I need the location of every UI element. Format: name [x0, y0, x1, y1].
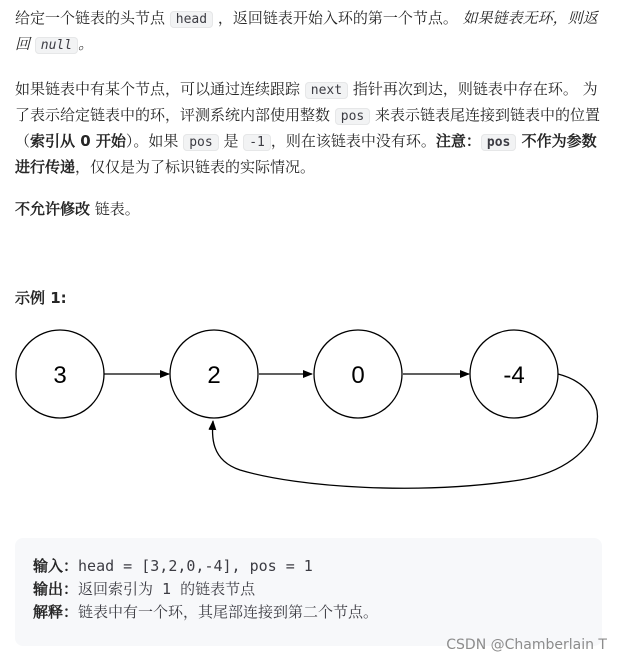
code-pos: pos	[335, 108, 370, 125]
code-pos: pos	[481, 134, 516, 151]
bold-text: 索引从 0 开始	[30, 132, 126, 150]
example-output-line	[33, 578, 255, 600]
example-explanation-line	[33, 601, 378, 623]
example-box	[15, 538, 602, 646]
output-label: 输出：	[33, 580, 79, 598]
code-pos: pos	[183, 134, 218, 151]
node-value: -4	[503, 362, 525, 389]
bold-text: 不作为参数进行传递	[15, 132, 597, 176]
node-value: 3	[53, 362, 67, 389]
problem-paragraph-1	[15, 6, 611, 58]
watermark: CSDN @Chamberlain T	[446, 637, 607, 653]
text: 如果链表无环，则返回	[15, 9, 598, 53]
text: 链表。	[90, 200, 140, 218]
list-node	[170, 330, 258, 418]
output-value: 返回索引为 1 的链表节点	[78, 580, 256, 598]
text: ）。如果	[125, 132, 184, 150]
list-node	[16, 330, 104, 418]
text: 指针再次到达，则链表中存在环。 为了表示给定链表中的环，评测系统内部使用整数	[15, 80, 598, 124]
example-title: 示例 1:	[15, 289, 67, 307]
code-head: head	[170, 11, 213, 28]
explanation-value: 链表中有一个环，其尾部连接到第二个节点。	[78, 603, 379, 621]
input-label: 输入：	[33, 557, 79, 575]
bold-text: 注意：	[435, 132, 481, 150]
input-value: head = [3,2,0,-4], pos = 1	[78, 557, 313, 575]
linked-list-diagram	[0, 320, 621, 520]
node-value: 2	[207, 362, 221, 389]
problem-paragraph-2	[15, 77, 611, 179]
text: 是	[218, 132, 244, 150]
text: 如果链表中有某个节点，可以通过连续跟踪	[15, 80, 305, 98]
text: 。	[78, 35, 94, 53]
text: 给定一个链表的头节点	[15, 9, 170, 27]
text: ，仅仅是为了标识链表的实际情况。	[75, 158, 316, 176]
list-node	[470, 330, 558, 418]
bold-text: 不允许修改	[15, 200, 91, 218]
code-next: next	[305, 82, 348, 99]
node-value: 0	[351, 362, 365, 389]
list-node	[314, 330, 402, 418]
text: ，则在该链表中没有环。	[270, 132, 436, 150]
explanation-label: 解释：	[33, 603, 79, 621]
problem-paragraph-3	[15, 197, 611, 221]
text: ，返回链表开始入环的第一个节点。	[213, 9, 463, 27]
example-input-line	[33, 555, 313, 577]
code-null: null	[35, 37, 78, 54]
code-minus-one: -1	[243, 134, 271, 151]
text: 来表示链表尾连接到链表中的位置（	[15, 106, 601, 150]
